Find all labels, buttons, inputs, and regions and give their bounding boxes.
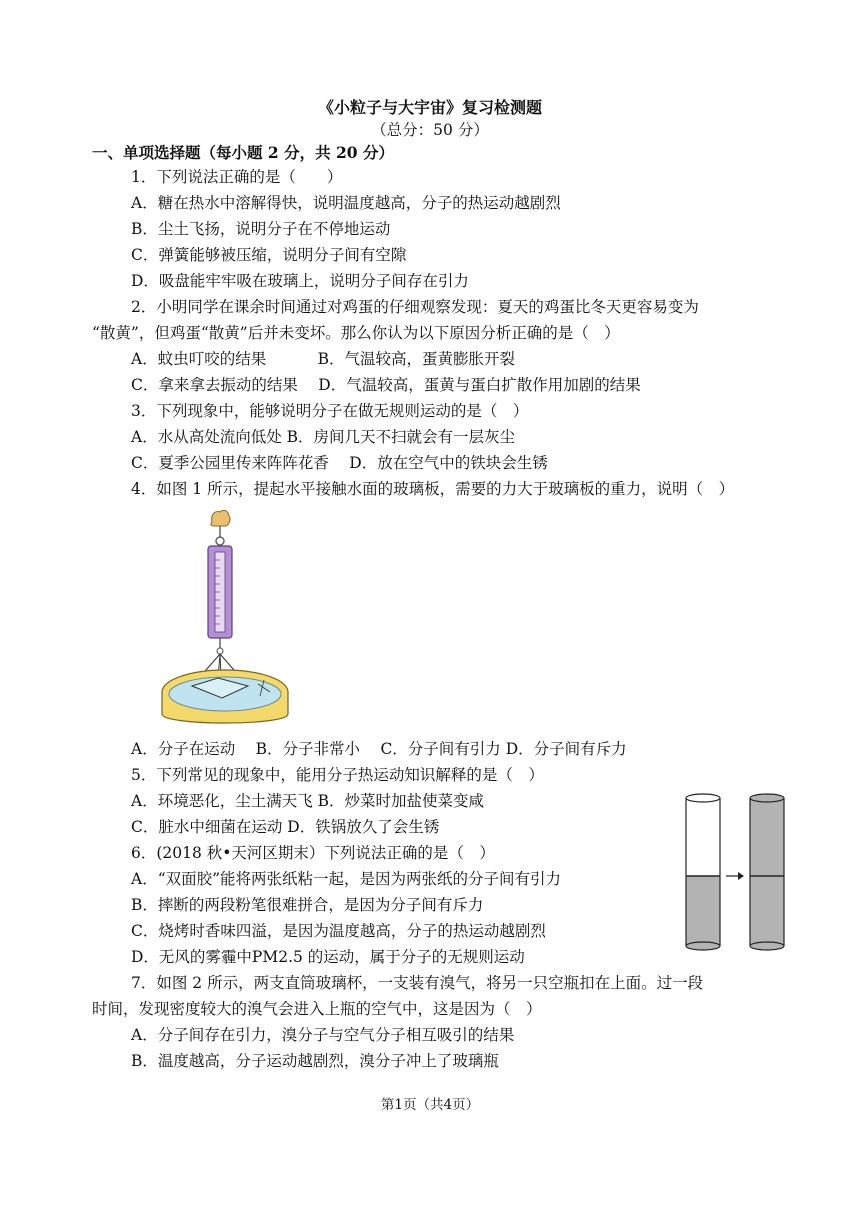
q5-stem: 5．下列常见的现象中，能用分子热运动知识解释的是（ ）	[131, 766, 544, 784]
q2-stem-line2: “散黄”，但鸡蛋“散黄”后并未变坏。那么你认为以下原因分析正确的是（ ）	[92, 324, 620, 342]
q2-options-cd: C．拿来拿去振动的结果 D．气温较高，蛋黄与蛋白扩散作用加剧的结果	[131, 376, 641, 394]
q6-option-a: A．“双面胶”能将两张纸粘一起，是因为两张纸的分子间有引力	[131, 870, 562, 888]
q1-option-d: D．吸盘能牢牢吸在玻璃上，说明分子间存在引力	[131, 272, 469, 290]
figure-1-spring-scale-illustration	[160, 508, 290, 738]
q2-stem-line1: 2．小明同学在课余时间通过对鸡蛋的仔细观察发现：夏天的鸡蛋比冬天更容易变为	[131, 298, 699, 316]
q6-option-b: B．摔断的两段粉笔很难拼合，是因为分子间有斥力	[131, 896, 484, 914]
q1-stem: 1．下列说法正确的是（ ）	[131, 168, 343, 186]
q7-option-a: A．分子间存在引力，溴分子与空气分子相互吸引的结果	[131, 1026, 515, 1044]
q3-stem: 3．下列现象中，能够说明分子在做无规则运动的是（ ）	[131, 402, 529, 420]
total-score: （总分：50 分）	[371, 121, 489, 139]
q6-option-c: C．烧烤时香味四溢，是因为温度越高，分子的热运动越剧烈	[131, 922, 546, 940]
document-title: 《小粒子与大宇宙》复习检测题	[317, 98, 542, 117]
q5-options-cd: C．脏水中细菌在运动 D．铁锅放久了会生锈	[131, 818, 440, 836]
section-heading: 一、单项选择题（每小题 2 分，共 20 分）	[92, 143, 394, 162]
q1-option-c: C．弹簧能够被压缩，说明分子间有空隙	[131, 246, 407, 264]
q3-options-cd: C．夏季公园里传来阵阵花香 D．放在空气中的铁块会生锈	[131, 454, 548, 472]
q3-options-ab: A．水从高处流向低处 B．房间几天不扫就会有一层灰尘	[131, 428, 516, 446]
q6-stem: 6．(2018 秋•天河区期末）下列说法正确的是（ ）	[131, 844, 495, 862]
q4-stem: 4．如图 1 所示，提起水平接触水面的玻璃板，需要的力大于玻璃板的重力，说明（ ）	[131, 480, 735, 498]
q2-options-ab: A．蚊虫叮咬的结果 B．气温较高，蛋黄膨胀开裂	[131, 350, 516, 368]
q4-options: A．分子在运动 B．分子非常小 C．分子间有引力 D．分子间有斥力	[131, 740, 627, 758]
q5-options-ab: A．环境恶化，尘土满天飞 B．炒菜时加盐使菜变咸	[131, 792, 485, 810]
q1-option-b: B．尘土飞扬，说明分子在不停地运动	[131, 220, 391, 238]
page-footer: 第1页（共4页）	[380, 1097, 480, 1113]
q7-stem-line1: 7．如图 2 所示，两支直筒玻璃杯，一支装有溴气，将另一只空瓶扣在上面。过一段	[131, 974, 704, 992]
q7-option-b: B．温度越高，分子运动越剧烈，溴分子冲上了玻璃瓶	[131, 1052, 499, 1070]
figure-2-gas-cylinders-illustration	[680, 790, 790, 954]
q7-stem-line2: 时间，发现密度较大的溴气会进入上瓶的空气中，这是因为（ ）	[92, 1000, 542, 1018]
q6-option-d: D．无风的雾霾中PM2.5 的运动，属于分子的无规则运动	[131, 948, 525, 966]
q1-option-a: A．糖在热水中溶解得快，说明温度越高，分子的热运动越剧烈	[131, 194, 561, 212]
